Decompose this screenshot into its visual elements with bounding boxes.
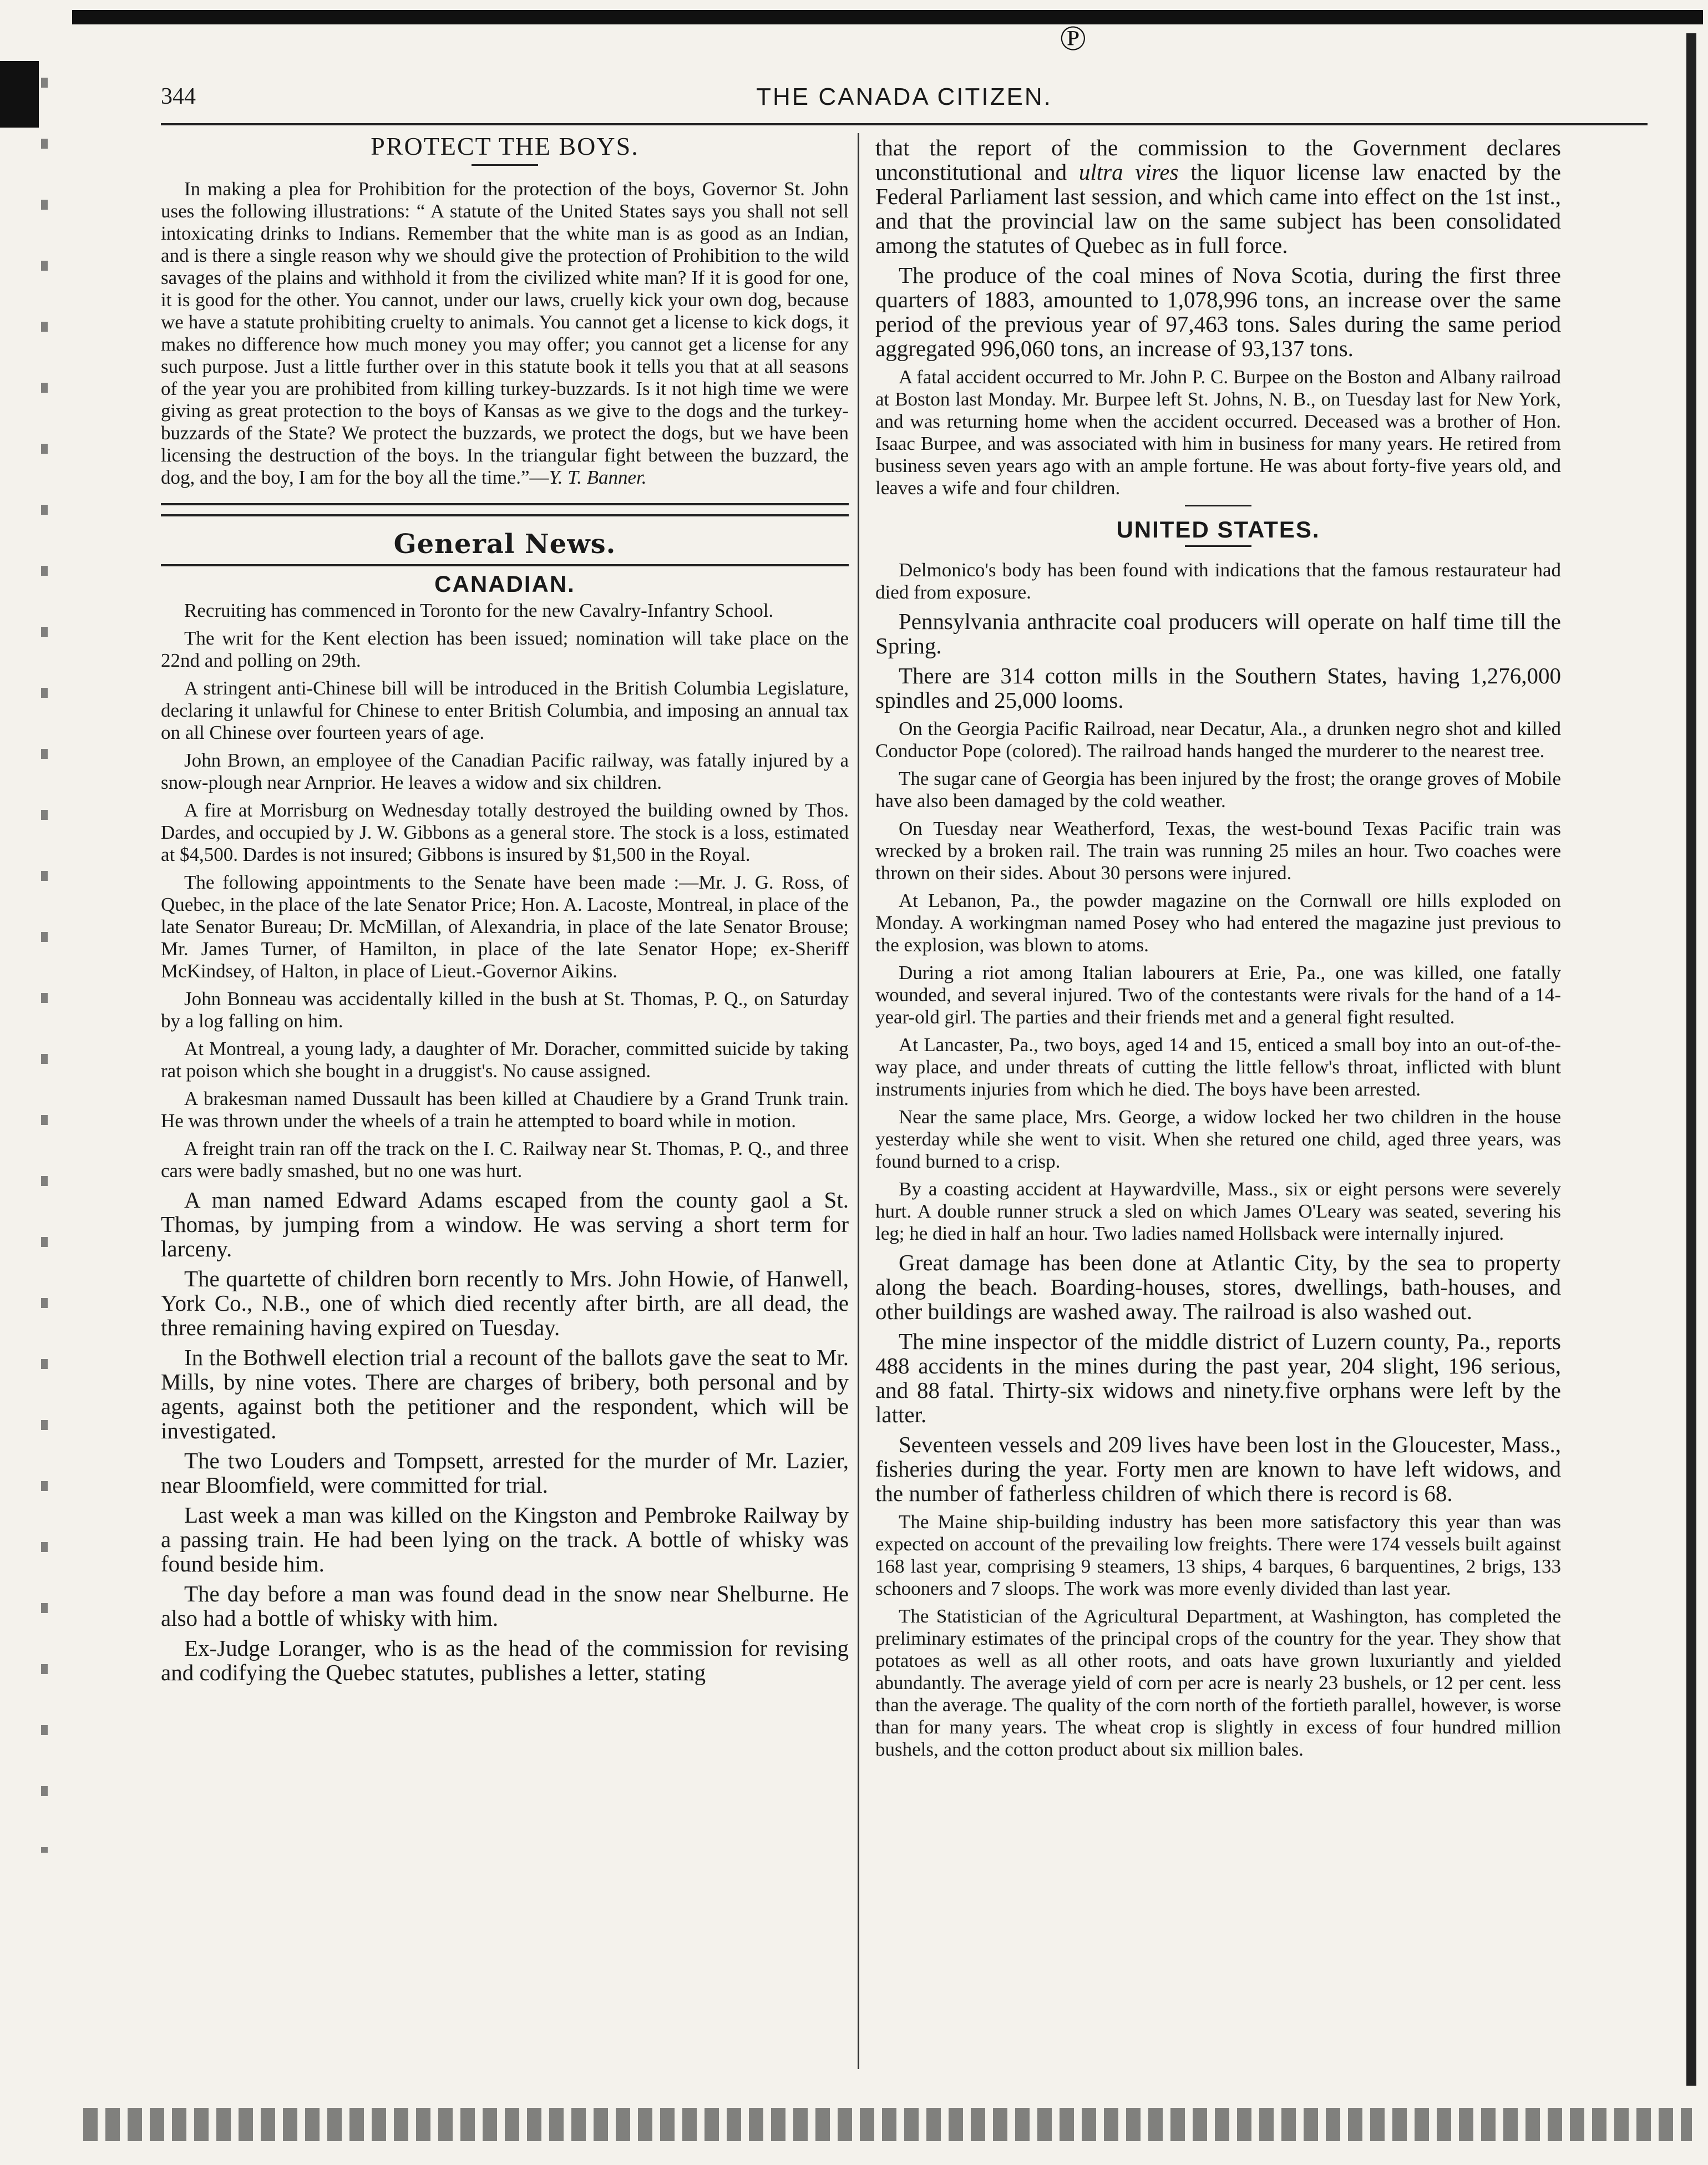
news-item: The two Louders and Tompsett, arrested for the murder of Mr. Lazier, near Bloomfield, were committed for trial. (161, 1448, 849, 1498)
news-item: The sugar cane of Georgia has been injured by the frost; the orange groves of Mobile have also been damaged by the cold weather. (875, 768, 1561, 812)
short-rule (472, 164, 538, 166)
short-rule (1185, 505, 1251, 506)
news-item: There are 314 cotton mills in the Southern States, having 1,276,000 spindles and 25,000 looms. (875, 663, 1561, 713)
news-item: In the Bothwell election trial a recount of the ballots gave the seat to Mr. Mills, by nine votes. There are charges of bribery, both personal and by agents, against both the petitioner and the respondent, which will be investigated. (161, 1345, 849, 1443)
united-states-heading: UNITED STATES. (1116, 516, 1320, 542)
news-item: John Brown, an employee of the Canadian Pacific railway, was fatally injured by a snow-plough near Arnprior. He leaves a widow and six children. (161, 749, 849, 793)
article-body: In making a plea for Prohibition for the protection of the boys, Governor St. John uses the following illustrations: “ A statute of the United States says you shall not sell intoxicating drinks to Indians. Remember that the white man is as good as an Indian, and is there a single reason why we should give the protection of Prohibition to the wild savages of the plains and withhold it from the civilized white man? If it is good for one, it is good for the other. You cannot, under our laws, cruelly kick your own dog, because we have a statute prohibiting cruelty to animals. You cannot get a license to kick dogs, it makes no difference how much money you may offer; you cannot get a license for any such purpose. Just a little further over in this statute book it tells you that at all seasons of the year you are prohibited from killing turkey-buzzards. Is it not high time we were giving as great protection to the boys of Kansas as we give to the dogs and the turkey-buzzards of the State? We protect the buzzards, we protect the dogs, but we have been licensing the destruction of the boys. In the triangular fight between the buzzard, the dog, and the boy, I am for the boy all the time.”—Y. T. Banner. (161, 178, 849, 488)
news-item: A brakesman named Dussault has been killed at Chaudiere by a Grand Trunk train. He was thrown under the wheels of a train he attempted to board while in motion. (161, 1088, 849, 1132)
page-number: 344 (161, 84, 196, 109)
news-item: The produce of the coal mines of Nova Scotia, during the first three quarters of 1883, amounted to 1,078,996 tons, an increase over the same period of the previous year of 97,463 tons. Sales during the same period aggregated 996,060 tons, an increase of 93,137 tons. (875, 262, 1561, 361)
news-item: The writ for the Kent election has been issued; nomination will take place on the 22nd and polling on 29th. (161, 627, 849, 671)
binding-ticks (41, 78, 48, 1853)
news-item: During a riot among Italian labourers at Erie, Pa., one was killed, one fatally wounded, and several injured. Two of the contestants were rivals for the hand of a 14-year-old girl. The parties and their friends met and a general fight resulted. (875, 962, 1561, 1028)
news-item: At Lancaster, Pa., two boys, aged 14 and 15, enticed a small boy into an out-of-the-way place, and under threats of cutting the little fellow's throat, inflicted with blunt instruments injuries from which he died. The boys have been arrested. (875, 1034, 1561, 1100)
canadian-heading: CANADIAN. (434, 571, 575, 597)
page-header (161, 83, 1648, 116)
news-item: Delmonico's body has been found with indications that the famous restaurateur had died from exposure. (875, 559, 1561, 603)
news-item: On the Georgia Pacific Railroad, near Decatur, Ala., a drunken negro shot and killed Conductor Pope (colored). The railroad hands hanged the murderer to the nearest tree. (875, 718, 1561, 762)
general-news-heading: General News. (393, 529, 616, 560)
header-rule (161, 123, 1648, 125)
column-divider (858, 133, 859, 2069)
single-rule (161, 564, 849, 566)
news-item: The Maine ship-building industry has been more satisfactory this year than was expected on account of the prevailing low freights. There were 174 vessels built against 168 last year, comprising 9 steamers, 13 ships, 4 barques, 6 barquentines, 2 brigs, 133 schooners and 7 sloops. The work was more evenly divided than last year. (875, 1511, 1561, 1599)
binding-edge (0, 61, 39, 128)
news-item: A man named Edward Adams escaped from the county gaol a St. Thomas, by jumping from a window. He was serving a short term for larceny. (161, 1187, 849, 1261)
news-item: The following appointments to the Senate have been made :—Mr. J. G. Ross, of Quebec, in the place of the late Senator Price; Hon. A. Lacoste, Montreal, in place of the late Senator Bureau; Dr. McMillan, of Alexandria, in place of the late Senator Brouse; Mr. James Turner, of Hamilton, in place of the late Senator Hope; ex-Sheriff McKindsey, of Halton, in place of Lieut.-Governor Aikins. (161, 871, 849, 982)
continued-paragraph: that the report of the commission to the Government declares unconstitutional and ultra vires the liquor license law enacted by the Federal Parliament last session, and which came into effect on the 1st inst., and that the provincial law on the same subject has been consolidated among the statutes of Quebec as in full force. (875, 135, 1561, 258)
news-item: A freight train ran off the track on the I. C. Railway near St. Thomas, P. Q., and three cars were badly smashed, but no one was hurt. (161, 1138, 849, 1182)
news-item: A fire at Morrisburg on Wednesday totally destroyed the building owned by Thos. Dardes, and occupied by J. W. Gibbons as a general store. The stock is a loss, estimated at $4,500. Dardes is not insured; Gibbons is insured by $1,500 in the Royal. (161, 799, 849, 865)
news-item: The day before a man was found dead in the snow near Shelburne. He also had a bottle of whisky with him. (161, 1581, 849, 1631)
news-item: The quartette of children born recently to Mrs. John Howie, of Hanwell, York Co., N.B., one of which died recently after birth, are all dead, the three remaining having expired on Tuesday. (161, 1266, 849, 1340)
news-item: Pennsylvania anthracite coal producers will operate on half time till the Spring. (875, 609, 1561, 658)
news-item: Recruiting has commenced in Toronto for the new Cavalry-Infantry School. (184, 600, 774, 621)
news-item: At Montreal, a young lady, a daughter of Mr. Doracher, committed suicide by taking rat poison which she bought in a druggist's. No cause assigned. (161, 1038, 849, 1082)
news-item: Seventeen vessels and 209 lives have been lost in the Gloucester, Mass., fisheries during the year. Forty men are known to have left widows, and the number of fatherless children of which there is record is 68. (875, 1432, 1561, 1506)
right-column (875, 135, 1561, 1766)
bottom-border (83, 2108, 1692, 2141)
news-item: On Tuesday near Weatherford, Texas, the west-bound Texas Pacific train was wrecked by a broken rail. The train was running 25 miles an hour. Two coaches were thrown on their sides. About 30 persons were injured. (875, 818, 1561, 884)
short-rule (1185, 545, 1251, 547)
article-signature: Y. T. Banner. (549, 467, 647, 488)
news-item: Last week a man was killed on the Kingston and Pembroke Railway by a passing train. He had been lying on the track. A bottle of whisky was found beside him. (161, 1502, 849, 1576)
news-item: John Bonneau was accidentally killed in the bush at St. Thomas, P. Q., on Saturday by a log falling on him. (161, 988, 849, 1032)
news-item: By a coasting accident at Haywardville, Mass., six or eight persons were severely hurt. A double runner struck a sled on which James O'Leary was seated, severing his leg; he died in half an hour. Two ladies named Hollsback were internally injured. (875, 1178, 1561, 1244)
right-border (1686, 33, 1696, 2086)
article-title: PROTECT THE BOYS. (371, 132, 639, 160)
news-item: Near the same place, Mrs. George, a widow locked her two children in the house yesterday while she went to visit. When she retured one child, aged three years, was found burned to a crisp. (875, 1106, 1561, 1172)
top-border (72, 10, 1703, 24)
double-rule (161, 503, 849, 516)
news-item: A fatal accident occurred to Mr. John P. C. Burpee on the Boston and Albany railroad at Boston last Monday. Mr. Burpee left St. Johns, N. B., on Tuesday last for New York, and was returning home when the accident occurred. Deceased was a brother of Hon. Isaac Burpee, and was associated with him in business for many years. He retired from business seven years ago with an ample fortune. He was about forty-five years old, and leaves a wife and four children. (875, 366, 1561, 499)
publication-title: THE CANADA CITIZEN. (756, 83, 1052, 110)
news-item: The mine inspector of the middle district of Luzern county, Pa., reports 488 accidents in the mines during the past year, 204 slight, 196 serious, and 88 fatal. Thirty-six widows and ninety.five orphans were left by the latter. (875, 1329, 1561, 1427)
news-item: Great damage has been done at Atlantic City, by the sea to property along the beach. Boarding-houses, stores, dwellings, bath-houses, and other buildings are washed away. The railroad is also washed out. (875, 1250, 1561, 1324)
handwritten-mark: ℗ (1060, 18, 1087, 58)
news-item: Ex-Judge Loranger, who is as the head of the commission for revising and codifying the Quebec statutes, publishes a letter, stating (161, 1635, 849, 1685)
news-item: A stringent anti-Chinese bill will be introduced in the British Columbia Legislature, declaring it unlawful for Chinese to enter British Columbia, and imposing an annual tax on all Chinese over fourteen years of age. (161, 677, 849, 743)
left-column (161, 132, 849, 1690)
news-item: The Statistician of the Agricultural Department, at Washington, has completed the preliminary estimates of the principal crops of the country for the year. They show that potatoes as well as all other roots, and oats have grown luxuriantly and yielded abundantly. The average yield of corn per acre is nearly 23 bushels, or 12 per cent. less than the average. The quality of the corn north of the fortieth parallel, however, is worse than for many years. The wheat crop is slightly in excess of four hundred million bushels, and the cotton product about six million bales. (875, 1605, 1561, 1760)
news-item: At Lebanon, Pa., the powder magazine on the Cornwall ore hills exploded on Monday. A workingman named Posey who had entered the magazine just previous to the explosion, was blown to atoms. (875, 890, 1561, 956)
